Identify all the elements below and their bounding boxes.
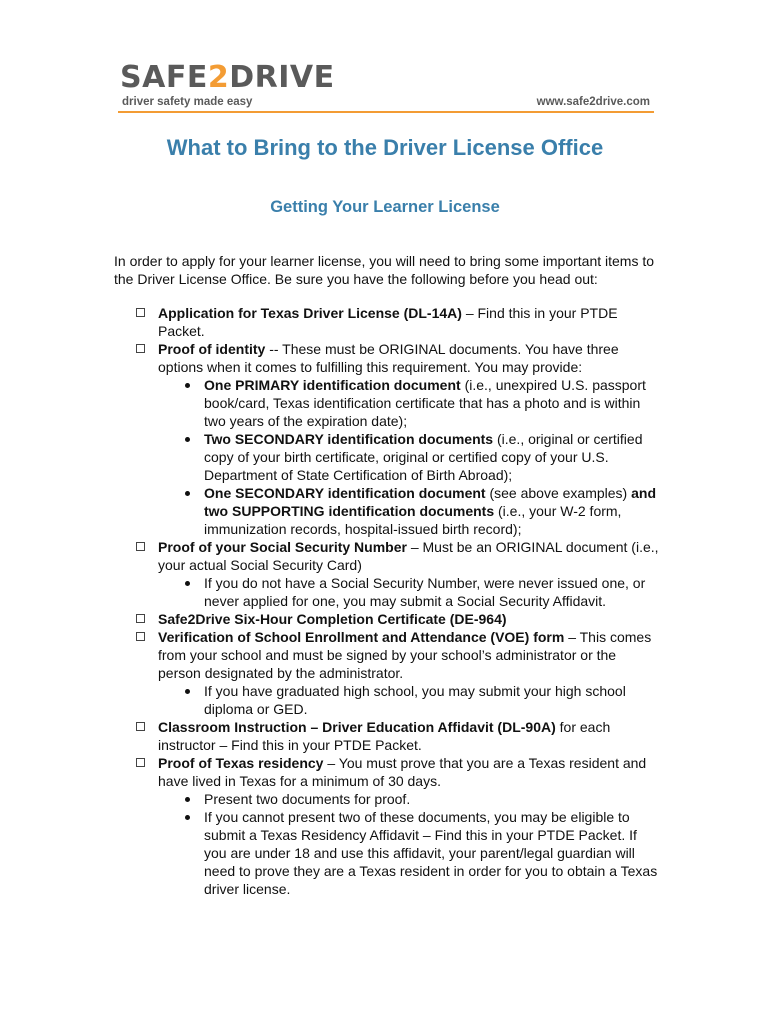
sub-list-item [158, 430, 659, 484]
sub-item-text: If you have graduated high school, you may submit your high school diploma or GED. [204, 683, 626, 717]
sub-item-text: (i.e., your W-2 form, immunization records, hospital-issued birth record); [204, 503, 622, 537]
checkbox-icon [136, 758, 145, 767]
bullet-icon [185, 815, 190, 820]
logo-text-drive: DRIVE [229, 60, 335, 95]
item-text: – Find this in your PTDE Packet. [158, 305, 618, 339]
item-text: – This comes from your school and must be signed by your school’s administrator or the person designated by the administrator. [158, 629, 652, 681]
checklist-item [114, 304, 659, 340]
bullet-icon [185, 383, 190, 388]
bullet-icon [185, 437, 190, 442]
checkbox-icon [136, 722, 145, 731]
checklist-item [114, 610, 659, 628]
item-heading: Proof of identity [158, 341, 266, 357]
sub-list [158, 790, 659, 898]
checklist [114, 304, 659, 898]
sub-item-text: Present two documents for proof. [204, 791, 411, 807]
checkbox-icon [136, 344, 145, 353]
item-text: for each instructor – Find this in your PTDE Packet. [158, 719, 611, 753]
sub-item-text: If you cannot present two of these documents, you may be eligible to submit a Texas Residency Affidavit – Find this in your PTDE Packet. If you are under 18 and use this affidavit, your parent/legal guardian will need to prove they are a Texas resident in order for you to obtain a Texas driver license. [204, 809, 658, 897]
logo-text-safe: SAFE [120, 60, 208, 95]
item-heading: Verification of School Enrollment and Attendance (VOE) form [158, 629, 565, 645]
checklist-item [114, 718, 659, 754]
sub-list [158, 376, 659, 538]
tagline: driver safety made easy [122, 96, 253, 108]
sub-list-item [158, 574, 659, 610]
sub-list-item [158, 484, 659, 538]
safe2drive-logo [120, 58, 335, 98]
checklist-item [114, 538, 659, 610]
header-divider [118, 111, 654, 113]
bullet-icon [185, 689, 190, 694]
document-body [114, 252, 659, 898]
checkbox-icon [136, 614, 145, 623]
bullet-icon [185, 797, 190, 802]
item-heading: Safe2Drive Six-Hour Completion Certificate (DE-964) [158, 611, 507, 627]
sub-item-heading: One SECONDARY identification document [204, 485, 486, 501]
sub-list-item [158, 790, 659, 808]
sub-item-text: If you do not have a Social Security Number, were never issued one, or never applied for one, you may submit a Social Security Affidavit. [204, 575, 646, 609]
bullet-icon [185, 581, 190, 586]
sub-item-heading: Two SECONDARY identification documents [204, 431, 494, 447]
checkbox-icon [136, 632, 145, 641]
sub-list-item [158, 808, 659, 898]
page-subtitle: Getting Your Learner License [270, 198, 500, 216]
item-heading: Classroom Instruction – Driver Education Affidavit (DL-90A) [158, 719, 556, 735]
sub-item-text: (see above examples) [485, 485, 632, 501]
checklist-item [114, 340, 659, 538]
item-heading: Application for Texas Driver License (DL-14A) [158, 305, 462, 321]
checklist-item [114, 628, 659, 718]
checkbox-icon [136, 308, 145, 317]
checklist-item [114, 754, 659, 898]
sub-item-heading: One PRIMARY identification document [204, 377, 461, 393]
item-text: – Must be an ORIGINAL document (i.e., your actual Social Security Card) [158, 539, 659, 573]
sub-list [158, 574, 659, 610]
page-title: What to Bring to the Driver License Office [166, 135, 604, 160]
site-url: www.safe2drive.com [536, 96, 650, 108]
sub-list-item [158, 376, 659, 430]
sub-item-heading: and two SUPPORTING identification documents [204, 485, 657, 519]
item-heading: Proof of Texas residency [158, 755, 324, 771]
item-text: -- These must be ORIGINAL documents. You have three options when it comes to fulfilling this requirement. You may provide: [158, 341, 619, 375]
item-heading: Proof of your Social Security Number [158, 539, 407, 555]
bullet-icon [185, 491, 190, 496]
checkbox-icon [136, 542, 145, 551]
item-text: – You must prove that you are a Texas resident and have lived in Texas for a minimum of 30 days. [158, 755, 647, 789]
sub-item-text: (i.e., unexpired U.S. passport book/card, Texas identification certificate that has a photo and is within two years of the expiration date); [204, 377, 646, 429]
sub-list-item [158, 682, 659, 718]
sub-list [158, 682, 659, 718]
intro-paragraph: In order to apply for your learner license, you will need to bring some important items to the Driver License Office. Be sure you have the following before you head out: [114, 253, 655, 287]
sub-item-text: (i.e., original or certified copy of your birth certificate, original or certified copy of your U.S. Department of State Certification of Birth Abroad); [204, 431, 643, 483]
logo-text-2: 2 [207, 60, 230, 95]
